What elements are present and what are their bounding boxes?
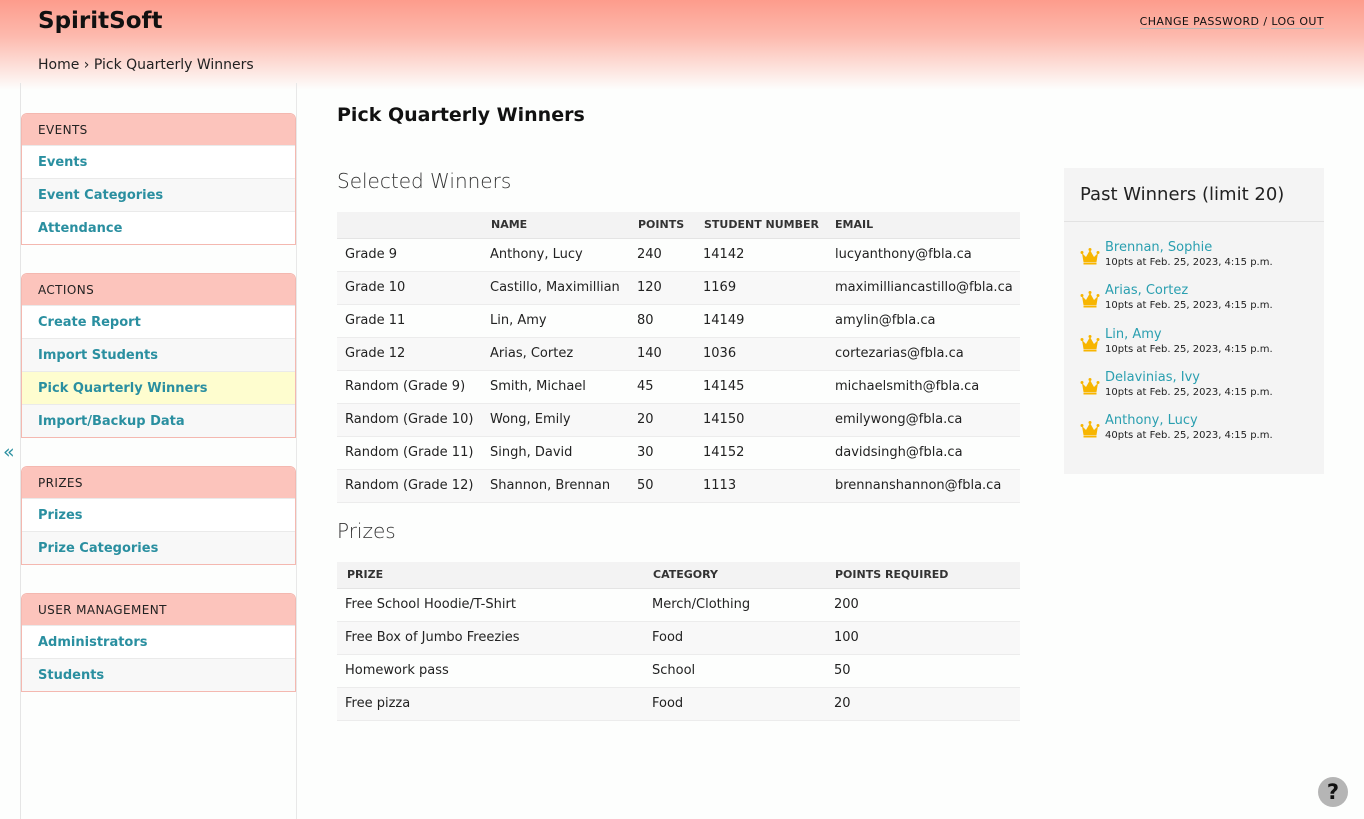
change-password-link[interactable]: CHANGE PASSWORD: [1139, 15, 1260, 28]
sidebar-border-right: [296, 83, 297, 819]
table-cell: 20: [825, 687, 1020, 720]
column-header-email[interactable]: EMAIL: [826, 212, 1020, 238]
table-cell: amylin@fbla.ca: [826, 304, 1020, 337]
crown-icon: [1080, 376, 1100, 396]
page-title: Pick Quarterly Winners: [337, 104, 585, 126]
user-tools: [1140, 15, 1324, 28]
table-cell: Random (Grade 9): [337, 370, 482, 403]
table-cell: Grade 12: [337, 337, 482, 370]
past-winner-meta: 10pts at Feb. 25, 2023, 4:15 p.m.: [1105, 300, 1273, 312]
table-cell: 1113: [694, 469, 826, 502]
table-cell: 45: [628, 370, 694, 403]
table-cell: 140: [628, 337, 694, 370]
past-winner-meta: 40pts at Feb. 25, 2023, 4:15 p.m.: [1105, 430, 1273, 442]
sidebar-item-students[interactable]: Students: [22, 658, 295, 691]
table-cell: Wong, Emily: [482, 403, 628, 436]
table-row: [337, 403, 1020, 436]
brand-logo[interactable]: SpiritSoft: [38, 8, 163, 34]
table-header-row: [337, 212, 1020, 238]
table-cell: Smith, Michael: [482, 370, 628, 403]
breadcrumb-separator: ›: [83, 57, 90, 73]
sidebar-item-create-report[interactable]: Create Report: [22, 305, 295, 338]
table-cell: emilywong@fbla.ca: [826, 403, 1020, 436]
past-winners-heading: Past Winners (limit 20): [1064, 168, 1324, 222]
breadcrumb-current: Pick Quarterly Winners: [93, 57, 254, 73]
table-cell: Food: [643, 687, 825, 720]
sidebar-item-attendance[interactable]: Attendance: [22, 211, 295, 244]
table-row: [337, 687, 1020, 720]
table-row: [337, 621, 1020, 654]
table-cell: Grade 11: [337, 304, 482, 337]
table-cell: Random (Grade 10): [337, 403, 482, 436]
table-cell: Free pizza: [337, 687, 643, 720]
breadcrumb: [38, 57, 254, 73]
module-prizes: [21, 466, 296, 565]
table-cell: 100: [825, 621, 1020, 654]
past-winner-meta: 10pts at Feb. 25, 2023, 4:15 p.m.: [1105, 257, 1273, 268]
prizes-table: [337, 562, 1020, 721]
past-winners-panel: [1064, 168, 1324, 474]
selected-winners-table: [337, 212, 1020, 503]
table-cell: Food: [643, 621, 825, 654]
table-cell: Grade 9: [337, 238, 482, 271]
table-cell: 1169: [694, 271, 826, 304]
sidebar-item-administrators[interactable]: Administrators: [22, 625, 295, 658]
table-cell: Random (Grade 12): [337, 469, 482, 502]
table-cell: Free Box of Jumbo Freezies: [337, 621, 643, 654]
table-row: [337, 436, 1020, 469]
table-cell: Free School Hoodie/T-Shirt: [337, 588, 643, 621]
module-caption-actions: ACTIONS: [22, 274, 295, 305]
module-caption-user-management: USER MANAGEMENT: [22, 594, 295, 625]
table-cell: cortezarias@fbla.ca: [826, 337, 1020, 370]
crown-icon: [1080, 419, 1100, 439]
column-header-prize[interactable]: PRIZE: [337, 562, 643, 588]
log-out-link[interactable]: LOG OUT: [1271, 15, 1324, 28]
crown-icon: [1080, 289, 1100, 309]
table-header-row: [337, 562, 1020, 588]
table-cell: Singh, David: [482, 436, 628, 469]
past-winner-name[interactable]: Arias, Cortez: [1105, 283, 1189, 299]
table-cell: School: [643, 654, 825, 687]
column-header-points-required[interactable]: POINTS REQUIRED: [825, 562, 1020, 588]
table-cell: Grade 10: [337, 271, 482, 304]
past-winner-meta: 10pts at Feb. 25, 2023, 4:15 p.m.: [1105, 386, 1273, 398]
table-cell: maximilliancastillo@fbla.ca: [826, 271, 1020, 304]
table-cell: 20: [628, 403, 694, 436]
table-row: [337, 271, 1020, 304]
table-row: [337, 469, 1020, 502]
table-cell: 200: [825, 588, 1020, 621]
table-row: [337, 337, 1020, 370]
past-winner-name[interactable]: Brennan, Sophie: [1105, 240, 1213, 255]
selected-winners-heading: Selected Winners: [337, 169, 512, 193]
table-row: [337, 304, 1020, 337]
module-caption-prizes: PRIZES: [22, 467, 295, 498]
table-row: [337, 588, 1020, 621]
table-cell: 1036: [694, 337, 826, 370]
table-row: [337, 654, 1020, 687]
collapse-sidebar-icon[interactable]: «: [3, 441, 15, 463]
table-cell: 14145: [694, 370, 826, 403]
column-header-group: [337, 212, 482, 238]
user-tools-separator: /: [1263, 15, 1268, 28]
column-header-category[interactable]: CATEGORY: [643, 562, 825, 588]
table-cell: Shannon, Brennan: [482, 469, 628, 502]
table-cell: davidsingh@fbla.ca: [826, 436, 1020, 469]
column-header-points[interactable]: POINTS: [628, 212, 694, 238]
sidebar-item-prize-categories[interactable]: Prize Categories: [22, 531, 295, 564]
past-winner-meta: 10pts at Feb. 25, 2023, 4:15 p.m.: [1105, 343, 1273, 355]
sidebar-item-prizes[interactable]: Prizes: [22, 498, 295, 531]
table-cell: 80: [628, 304, 694, 337]
table-cell: 30: [628, 436, 694, 469]
column-header-name[interactable]: NAME: [482, 212, 628, 238]
table-cell: Random (Grade 11): [337, 436, 482, 469]
sidebar-item-import-students[interactable]: Import Students: [22, 338, 295, 371]
table-row: [337, 370, 1020, 403]
column-header-student-number[interactable]: STUDENT NUMBER: [694, 212, 826, 238]
table-cell: 50: [825, 654, 1020, 687]
table-cell: 14152: [694, 436, 826, 469]
past-winner-name[interactable]: Delavinias, Ivy: [1105, 369, 1200, 385]
table-cell: Anthony, Lucy: [482, 238, 628, 271]
prizes-heading: Prizes: [337, 519, 396, 543]
table-cell: 120: [628, 271, 694, 304]
table-cell: Arias, Cortez: [482, 337, 628, 370]
past-winner-name[interactable]: Anthony, Lucy: [1105, 413, 1198, 429]
module-events: [21, 113, 296, 245]
table-cell: lucyanthony@fbla.ca: [826, 238, 1020, 271]
crown-icon: [1080, 246, 1100, 266]
table-cell: Castillo, Maximillian: [482, 271, 628, 304]
module-caption-events: EVENTS: [22, 114, 295, 145]
sidebar-item-events[interactable]: Events: [22, 145, 295, 178]
crown-icon: [1080, 333, 1100, 353]
table-cell: 50: [628, 469, 694, 502]
table-cell: 240: [628, 238, 694, 271]
sidebar-item-import-backup-data[interactable]: Import/Backup Data: [22, 404, 295, 437]
table-row: [337, 238, 1020, 271]
table-cell: 14150: [694, 403, 826, 436]
help-button[interactable]: ?: [1318, 777, 1348, 807]
past-winner-name[interactable]: Lin, Amy: [1105, 326, 1162, 342]
table-cell: michaelsmith@fbla.ca: [826, 370, 1020, 403]
table-cell: brennanshannon@fbla.ca: [826, 469, 1020, 502]
table-cell: Lin, Amy: [482, 304, 628, 337]
sidebar-item-event-categories[interactable]: Event Categories: [22, 178, 295, 211]
module-actions: [21, 273, 296, 438]
header: [0, 0, 1364, 90]
table-cell: Homework pass: [337, 654, 643, 687]
table-cell: Merch/Clothing: [643, 588, 825, 621]
sidebar-item-pick-quarterly-winners[interactable]: Pick Quarterly Winners: [22, 371, 295, 404]
module-user-management: [21, 593, 296, 692]
breadcrumb-home[interactable]: Home: [38, 57, 80, 73]
table-cell: 14142: [694, 238, 826, 271]
table-cell: 14149: [694, 304, 826, 337]
